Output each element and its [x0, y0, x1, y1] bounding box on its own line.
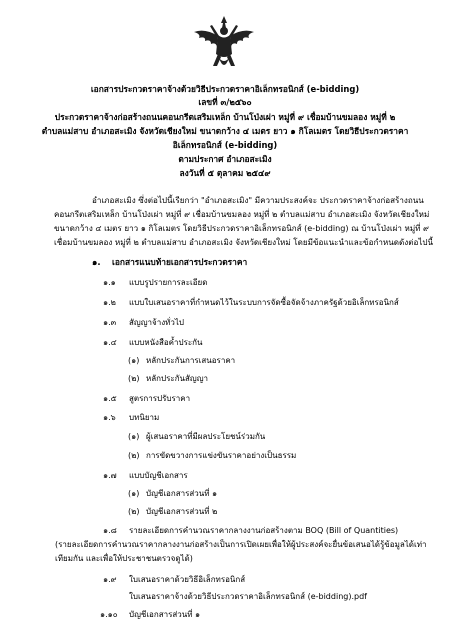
item-text: ใบเสนอราคาด้วยวิธีอิเล็กทรอนิกส์: [129, 575, 246, 584]
subitem-text: บัญชีเอกสารส่วนที่ ๒: [146, 507, 218, 516]
subitem-number: (๑): [128, 432, 140, 441]
item-text: แบบบัญชีเอกสาร: [129, 471, 188, 480]
item-note-line-1: (รายละเอียดการคำนวณราคากลางงานก่อสร้างเป็นการเปิดเผยเพื่อให้ผู้ประสงค์จะยื่นข้อเสนอได้รู้ข้อมูลได้เท่า: [55, 540, 427, 549]
subitem-text: ผู้เสนอราคาที่มีผลประโยชน์ร่วมกัน: [146, 432, 266, 441]
intro-line-2: คอนกรีตเสริมเหล็ก บ้านโป่งเผ่า หมู่ที่ ๙ เชื่อมบ้านขมลอง หมู่ที่ ๒ ตำบลแม่สาบ อำเภอสะเมิง จังหวัดเชียงใหม่: [54, 209, 430, 219]
subitem-number: (๒): [128, 374, 140, 383]
item-number: ๑.๔: [103, 338, 117, 347]
item-text: รายละเอียดการคำนวณราคากลางงานก่อสร้างตาม BOQ (Bill of Quantities): [129, 526, 399, 535]
intro-line-1: อำเภอสะเมิง ซึ่งต่อไปนี้เรียกว่า "อำเภอสะเมิง" มีความประสงค์จะ ประกวดราคาจ้างก่อสร้างถนน: [92, 195, 424, 205]
attached-file-name: ใบเสนอราคาจ้างด้วยวิธีประกวดราคาอิเล็กทรอนิกส์ (e-bidding).pdf: [129, 592, 367, 601]
item-number: ๑.๑: [103, 278, 116, 287]
document-number: เลขที่ ๓/๒๕๖๐: [198, 97, 252, 107]
section-number: ๑.: [92, 257, 101, 267]
item-text: แบบหนังสือค้ำประกัน: [129, 338, 203, 347]
subitem-text: หลักประกันการเสนอราคา: [146, 356, 236, 365]
subitem-number: (๒): [128, 507, 140, 516]
item-number: ๑.๙: [103, 575, 117, 584]
garuda-emblem-icon: [191, 14, 257, 74]
item-text: สัญญาจ้างทั่วไป: [129, 318, 184, 327]
subject-line-2: ตำบลแม่สาบ อำเภอสะเมิง จังหวัดเชียงใหม่ ขนาดกว้าง ๔ เมตร ยาว ๑ กิโลเมตร โดยวิธีประกวดราคา: [41, 126, 409, 136]
item-number: ๑.๒: [103, 298, 116, 307]
item-number: ๑.๓: [103, 318, 117, 327]
section-title: เอกสารแนบท้ายเอกสารประกวดราคา: [112, 257, 248, 267]
issue-date: ลงวันที่ ๕ ตุลาคม ๒๕๔๙: [179, 168, 271, 178]
item-number: ๑.๕: [103, 394, 117, 403]
subitem-number: (๑): [128, 489, 140, 498]
item-number: ๑.๘: [103, 526, 117, 535]
subitem-number: (๒): [128, 451, 140, 460]
issuer: ตามประกาศ อำเภอสะเมิง: [178, 154, 272, 164]
item-text: สูตรการปรับราคา: [129, 394, 191, 403]
item-text: บัญชีเอกสารส่วนที่ ๑: [129, 610, 201, 619]
item-number: ๑.๖: [103, 413, 116, 422]
intro-line-4: เชื่อมบ้านขมลอง หมู่ที่ ๒ ตำบลแม่สาบ อำเภอสะเมิง จังหวัดเชียงใหม่ โดยมีข้อแนะนำและข้อกำหนดดังต่อไปนี้: [54, 237, 434, 247]
item-note-line-2: เทียมกัน และเพื่อให้ประชาชนตรวจดูได้): [55, 554, 193, 563]
subitem-number: (๑): [128, 356, 140, 365]
item-text: แบบรูปรายการละเอียด: [129, 278, 208, 287]
subject-line-3: อิเล็กทรอนิกส์ (e-bidding): [172, 140, 278, 150]
item-text: บทนิยาม: [129, 413, 160, 422]
intro-line-3: ขนาดกว้าง ๔ เมตร ยาว ๑ กิโลเมตร โดยวิธีประกวดราคาอิเล็กทรอนิกส์ (e-bidding) ณ บ้านโป่งเผ่า หมู่ที่ ๙: [54, 223, 429, 233]
subitem-text: บัญชีเอกสารส่วนที่ ๑: [146, 489, 218, 498]
document-title: เอกสารประกวดราคาจ้างด้วยวิธีประกวดราคาอิเล็กทรอนิกส์ (e-bidding): [90, 84, 360, 94]
subitem-text: การขัดขวางการแข่งขันราคาอย่างเป็นธรรม: [146, 451, 297, 460]
item-number: ๑.๑๐: [100, 610, 118, 619]
item-text: แบบใบเสนอราคาที่กำหนดไว้ในระบบการจัดซื้อจัดจ้างภาครัฐด้วยอิเล็กทรอนิกส์: [129, 298, 399, 307]
item-number: ๑.๗: [103, 471, 117, 480]
subject-line-1: ประกวดราคาจ้างก่อสร้างถนนคอนกรีตเสริมเหล็ก บ้านโป่งเผ่า หมู่ที่ ๙ เชื่อมบ้านขมลอง หมู่ที่ ๒: [54, 112, 396, 122]
subitem-text: หลักประกันสัญญา: [146, 374, 209, 383]
